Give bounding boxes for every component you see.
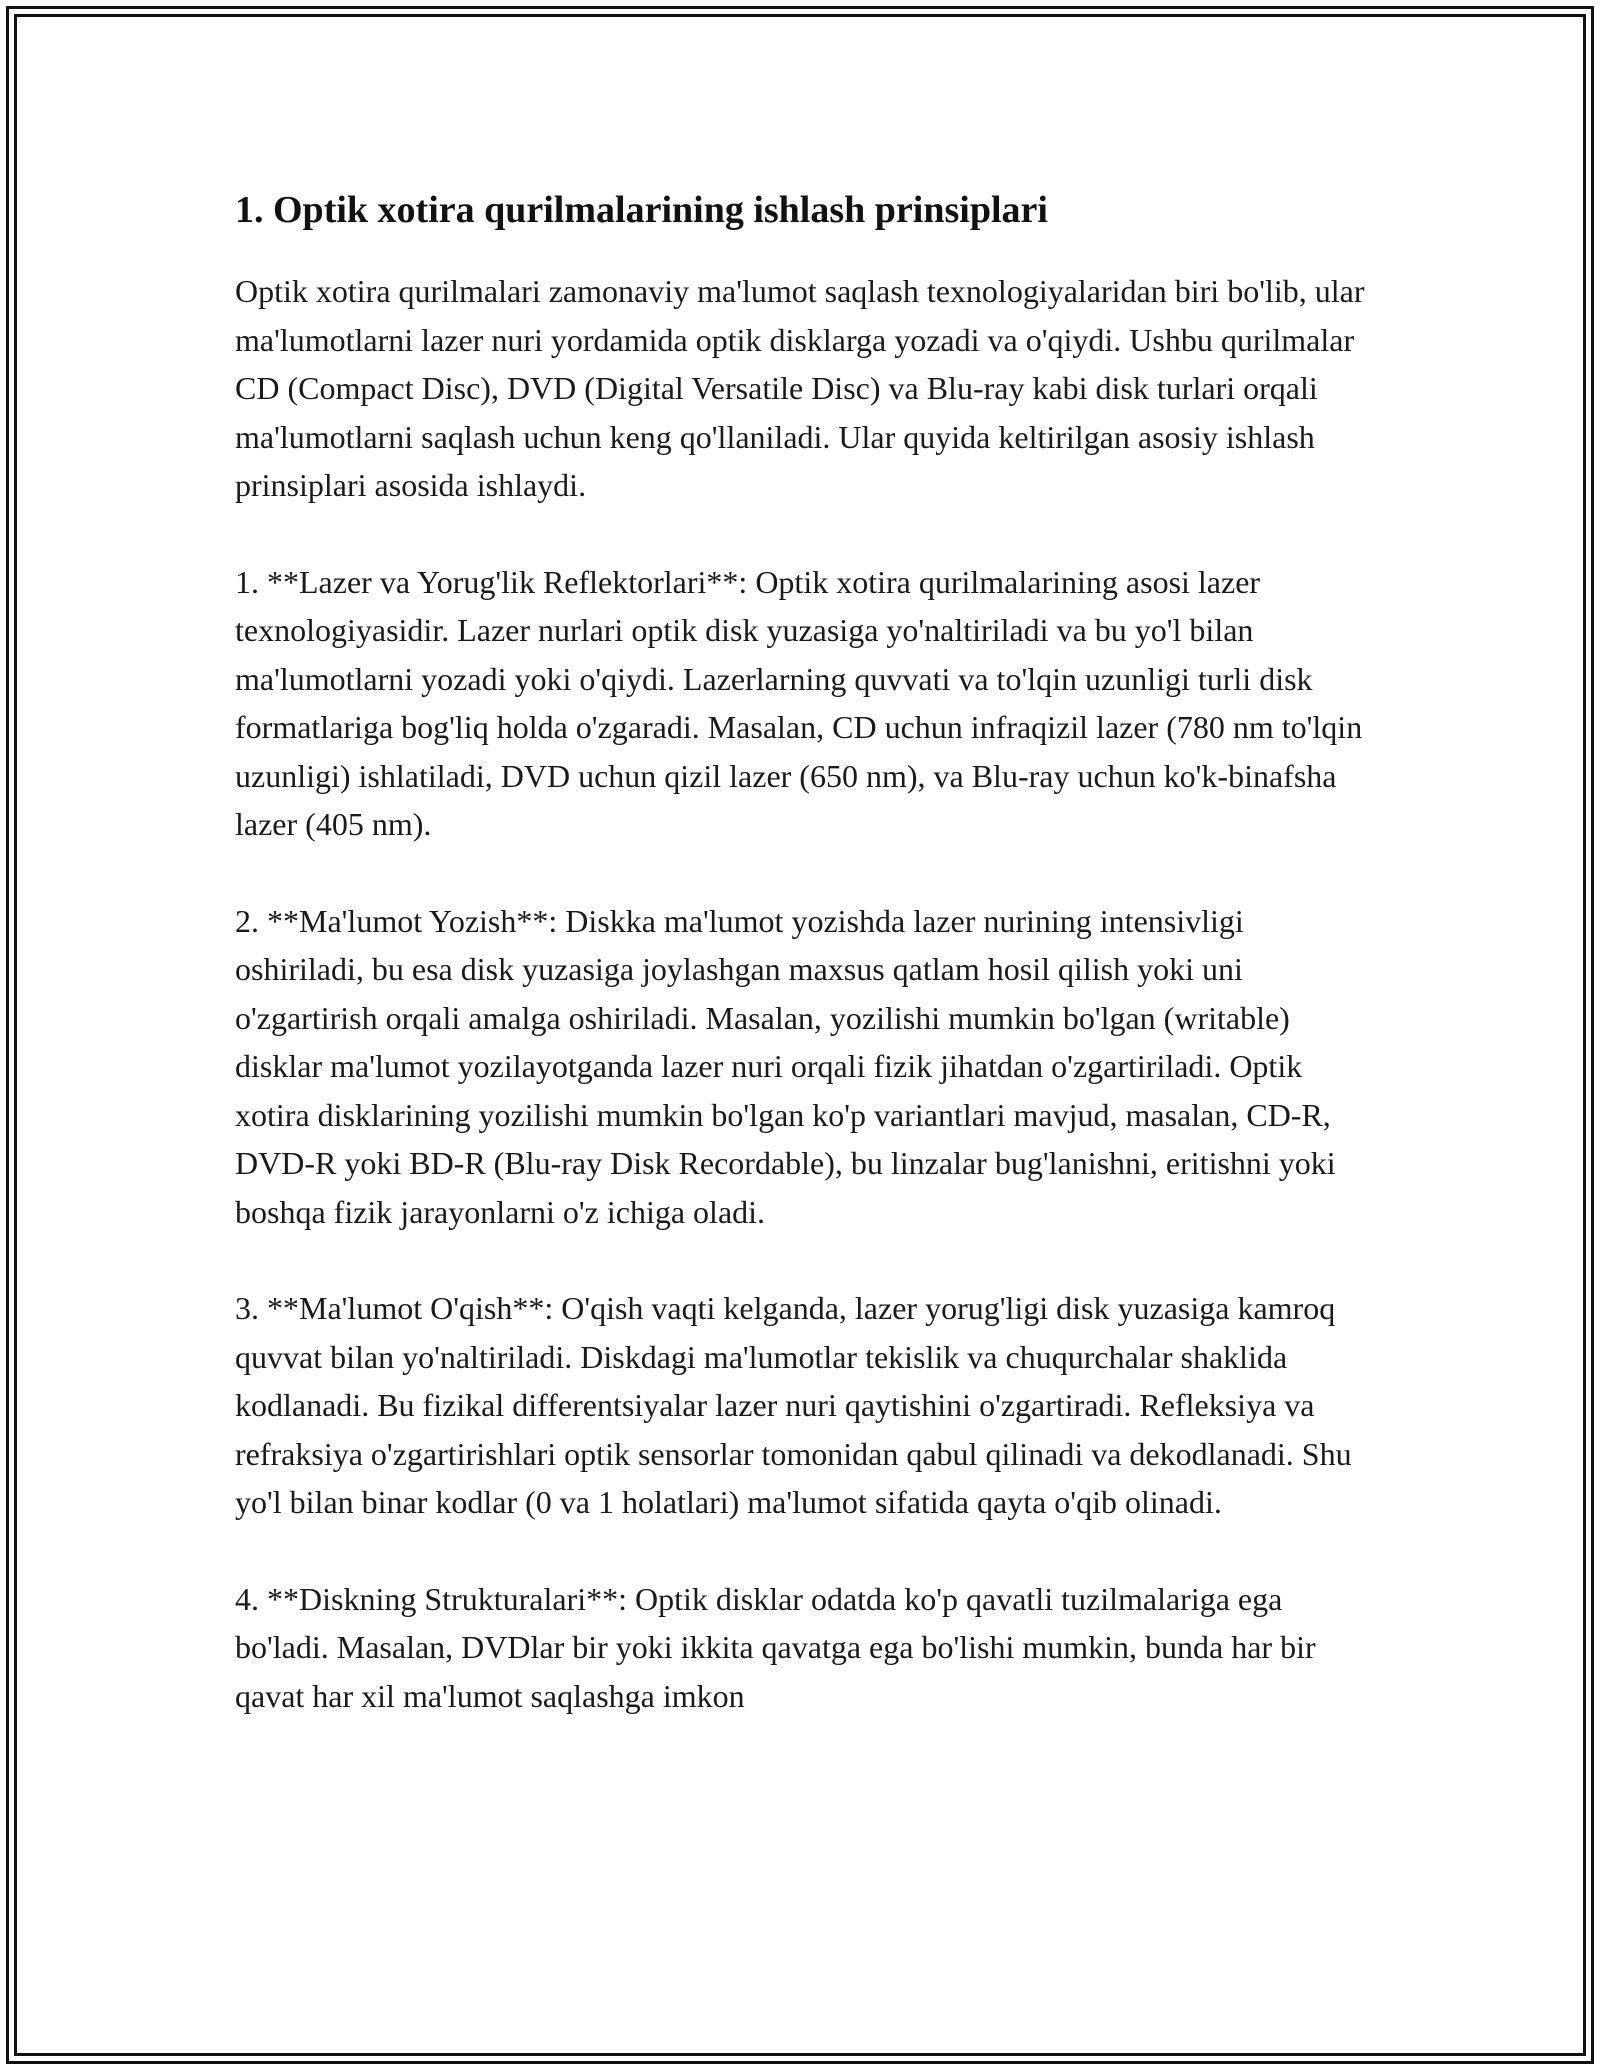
paragraph-lazer: 1. **Lazer va Yorug'lik Reflektorlari**: Optik xotira qurilmalarining asosi lazer texnologiyasidir. Lazer nurlari optik disk yuzasiga yo'naltiriladi va bu yo'l bilan ma'lumotlarni yozadi yoki o'qiydi. Lazerlarning quvvati va to'lqin uzunligi turli disk formatlariga bog'liq holda o'zgaradi. Masalan, CD uchun infraqizil lazer (780 nm to'lqin uzunligi) ishlatiladi, DVD uchun qizil lazer (650 nm), va Blu-ray uchun ko'k-binafsha lazer (405 nm). (235, 563, 1363, 842)
document-page (235, 186, 1375, 1768)
section-heading: 1. Optik xotira qurilmalarining ishlash prinsiplari (235, 189, 1048, 231)
paragraph-oqish: 3. **Ma'lumot O'qish**: O'qish vaqti kelganda, lazer yorug'ligi disk yuzasiga kamroq quvvat bilan yo'naltiriladi. Diskdagi ma'lumotlar tekislik va chuqurchalar shaklida kodlanadi. Bu fizikal differentsiyalar lazer nuri qaytishini o'zgartiradi. Refleksiya va refraksiya o'zgartirishlari optik sensorlar tomonidan qabul qilinadi va dekodlanadi. Shu yo'l bilan binar kodlar (0 va 1 holatlari) ma'lumot sifatida qayta o'qib olinadi. (235, 1290, 1352, 1520)
paragraph-yozish: 2. **Ma'lumot Yozish**: Diskka ma'lumot yozishda lazer nurining intensivligi oshiriladi, bu esa disk yuzasiga joylashgan maxsus qatlam hosil qilish yoki uni o'zgartirish orqali amalga oshiriladi. Masalan, yozilishi mumkin bo'lgan (writable) disklar ma'lumot yozilayotganda lazer nuri orqali fizik jihatdan o'zgartiriladi. Optik xotira disklarining yozilishi mumkin bo'lgan ko'p variantlari mavjud, masalan, CD-R, DVD-R yoki BD-R (Blu-ray Disk Recordable), bu linzalar bug'lanishni, eritishni yoki boshqa fizik jarayonlarni o'z ichiga oladi. (235, 902, 1336, 1230)
paragraph-intro: Optik xotira qurilmalari zamonaviy ma'lumot saqlash texnologiyalaridan biri bo'lib, ular ma'lumotlarni lazer nuri yordamida optik disklarga yozadi va o'qiydi. Ushbu qurilmalar CD (Compact Disc), DVD (Digital Versatile Disc) va Blu-ray kabi disk turlari orqali ma'lumotlarni saqlash uchun keng qo'llaniladi. Ular quyida keltirilgan asosiy ishlash prinsiplari asosida ishlaydi. (235, 273, 1365, 503)
paragraph-struktura: 4. **Diskning Strukturalari**: Optik disklar odatda ko'p qavatli tuzilmalariga ega bo'ladi. Masalan, DVDlar bir yoki ikkita qavatga ega bo'lishi mumkin, bunda har bir qavat har xil ma'lumot saqlashga imkon (235, 1580, 1316, 1714)
